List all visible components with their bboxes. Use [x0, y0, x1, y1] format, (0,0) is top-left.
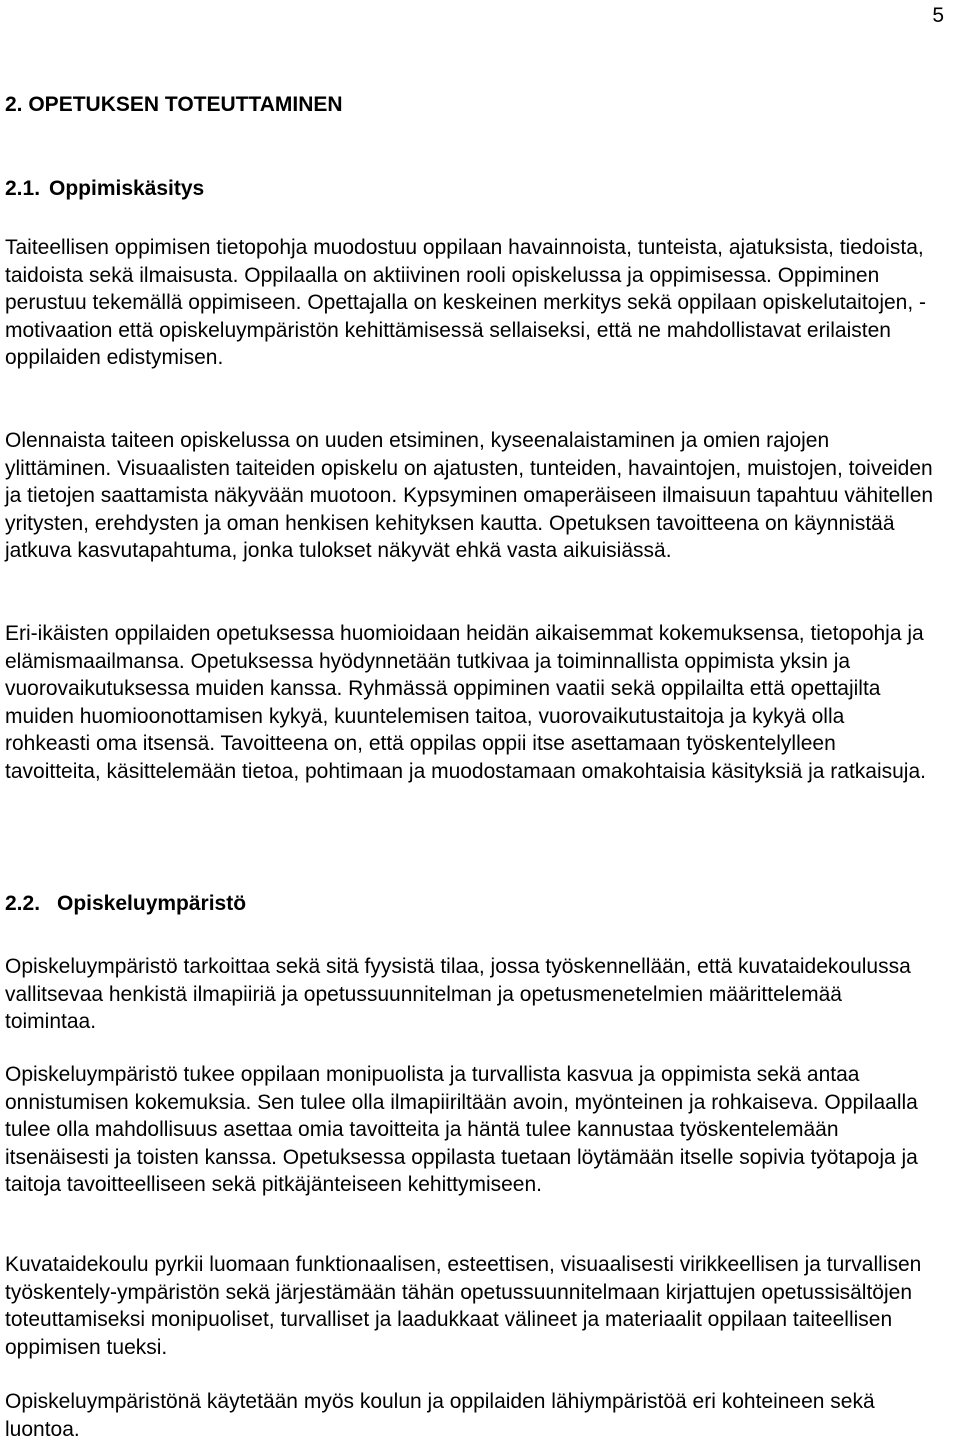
paragraph: Opiskeluympäristönä käytetään myös koulun ja oppilaiden lähiympäristöä eri kohteineen sekä luontoa. — [5, 1390, 875, 1441]
chapter-heading: 2. OPETUKSEN TOTEUTTAMINEN — [5, 93, 343, 116]
section-number: 2.1. — [5, 177, 41, 200]
paragraph: Opiskeluympäristö tarkoittaa sekä sitä fyysistä tilaa, jossa työskennellään, että kuvataidekoulussa vallitsevaa henkistä ilmapiiriä ja opetussuunnitelman ja opetusmenetelmien määrittelemää toimintaa. — [5, 955, 911, 1033]
section-title: Opiskeluympäristö — [57, 892, 247, 915]
section-number: 2.2. — [5, 892, 41, 915]
paragraph: Taiteellisen oppimisen tietopohja muodostuu oppilaan havainnoista, tunteista, ajatuksista, tiedoista, taidoista sekä ilmaisusta. Oppilaalla on aktiivinen rooli opiskelussa ja oppimisessa. Oppiminen perustuu tekemällä oppimiseen. Opettajalla on keskeinen merkitys sekä oppilaan opiskelutaitojen, -motivaation että opiskeluympäristön kehittämisessä sellaiseksi, että ne mahdollistavat erilaisten oppilaiden edistymisen. — [5, 236, 927, 369]
paragraph: Eri-ikäisten oppilaiden opetuksessa huomioidaan heidän aikaisemmat kokemuksensa, tietopohja ja elämismaailmansa. Opetuksessa hyödynnetään tutkivaa ja toiminnallista oppimista yksin ja vuorovaikutuksessa muiden kanssa. Ryhmässä oppiminen vaatii sekä oppilailta että opettajilta muiden huomioonottamisen kykyä, kuuntelemisen taitoa, vuorovaikutustaitoja ja kykyä olla rohkeasti oma itsensä. Tavoitteena on, että oppilas oppii itse asettamaan työskentelylleen tavoitteita, käsittelemään tietoa, pohtimaan ja muodostamaan omakohtaisia käsityksiä ja ratkaisuja. — [5, 622, 926, 783]
paragraph: Opiskeluympäristö tukee oppilaan monipuolista ja turvallista kasvua ja oppimista sekä antaa onnistumisen kokemuksia. Sen tulee olla ilmapiiriltään avoin, myönteinen ja rohkaiseva. Oppilaalla tulee olla mahdollisuus asettaa omia tavoitteita ja häntä tulee kannustaa työskentelemään itsenäisesti ja toisten kanssa. Opetuksessa oppilasta tuetaan löytämään itselle sopivia työtapoja ja taitoja tavoitteelliseen sekä pitkäjänteiseen kehittymiseen. — [5, 1063, 918, 1196]
page-number: 5 — [932, 4, 944, 27]
paragraph: Kuvataidekoulu pyrkii luomaan funktionaalisen, esteettisen, visuaalisesti virikkeellisen ja turvallisen työskentely-ympäristön sekä järjestämään tähän opetussuunnitelmaan kirjattujen opetussisältöjen toteuttamiseksi monipuoliset, turvalliset ja laadukkaat välineet ja materiaalit oppilaan taiteellisen oppimisen tueksi. — [5, 1253, 922, 1359]
section-heading-2-2 — [5, 890, 246, 918]
paragraph: Olennaista taiteen opiskelussa on uuden etsiminen, kyseenalaistaminen ja omien rajojen ylittäminen. Visuaalisten taiteiden opiskelu on ajatusten, tunteiden, havaintojen, muistojen, toiveiden ja tietojen saattamista näkyvään muotoon. Kypsyminen omaperäiseen ilmaisuun tapahtuu vähitellen yritysten, erehdysten ja oman henkisen kehityksen kautta. Opetuksen tavoitteena on käynnistää jatkuva kasvutapahtuma, jonka tulokset näkyvät ehkä vasta aikuisiässä. — [5, 429, 934, 562]
section-title: Oppimiskäsitys — [49, 177, 205, 200]
section-heading-2-1 — [5, 175, 204, 203]
